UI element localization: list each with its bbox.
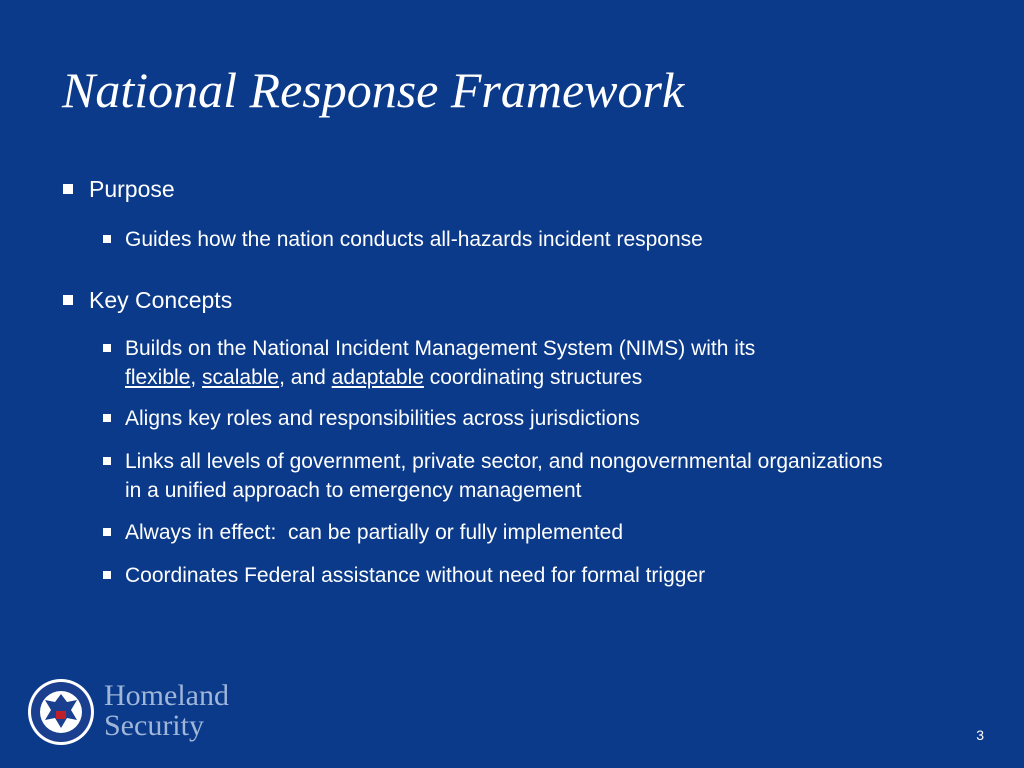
square-bullet-icon — [103, 571, 111, 579]
sub-bullet-guides — [103, 225, 903, 254]
sub-bullet-links-levels — [103, 447, 903, 505]
tail-text: coordinating structures — [423, 366, 643, 389]
brand-line2: Security — [104, 709, 204, 742]
flexible-link[interactable]: flexible — [125, 366, 191, 389]
sub-bullet-text: Always in effect: can be partially or fully implemented — [125, 521, 624, 544]
separator: , and — [279, 366, 332, 389]
adaptable-link[interactable]: adaptable — [331, 366, 424, 389]
bullet-heading: Key Concepts — [89, 287, 233, 313]
square-bullet-icon — [103, 414, 111, 422]
sub-bullet-builds-on-nims — [103, 334, 903, 392]
nims-line: Builds on the National Incident Management System (NIMS) with its — [125, 337, 756, 360]
slide-title: National Response Framework — [62, 62, 685, 118]
bullet-heading: Purpose — [89, 176, 175, 202]
homeland-security-wordmark — [104, 681, 229, 741]
sub-bullet-text: Aligns key roles and responsibilities across jurisdictions — [125, 407, 640, 430]
sub-bullet-text: Links all levels of government, private sector, and nongovernmental organizations in a unified approach to emergency management — [125, 450, 883, 502]
square-bullet-icon — [63, 184, 73, 194]
bullet-key-concepts — [63, 286, 232, 314]
square-bullet-icon — [63, 295, 73, 305]
brand-line1: Homeland — [104, 679, 229, 712]
dhs-seal-icon — [27, 678, 95, 746]
page-number: 3 — [976, 727, 984, 743]
square-bullet-icon — [103, 528, 111, 536]
separator: , — [190, 366, 203, 389]
sub-bullet-text: Guides how the nation conducts all-hazards incident response — [125, 228, 703, 251]
scalable-link[interactable]: scalable — [202, 366, 280, 389]
sub-bullet-text: Coordinates Federal assistance without need for formal trigger — [125, 564, 706, 587]
square-bullet-icon — [103, 457, 111, 465]
square-bullet-icon — [103, 235, 111, 243]
square-bullet-icon — [103, 344, 111, 352]
bullet-purpose — [63, 175, 175, 203]
sub-bullet-coordinates-federal — [103, 561, 903, 590]
sub-bullet-text — [125, 334, 755, 392]
sub-bullet-always-in-effect — [103, 518, 903, 547]
sub-bullet-aligns-roles — [103, 404, 903, 433]
